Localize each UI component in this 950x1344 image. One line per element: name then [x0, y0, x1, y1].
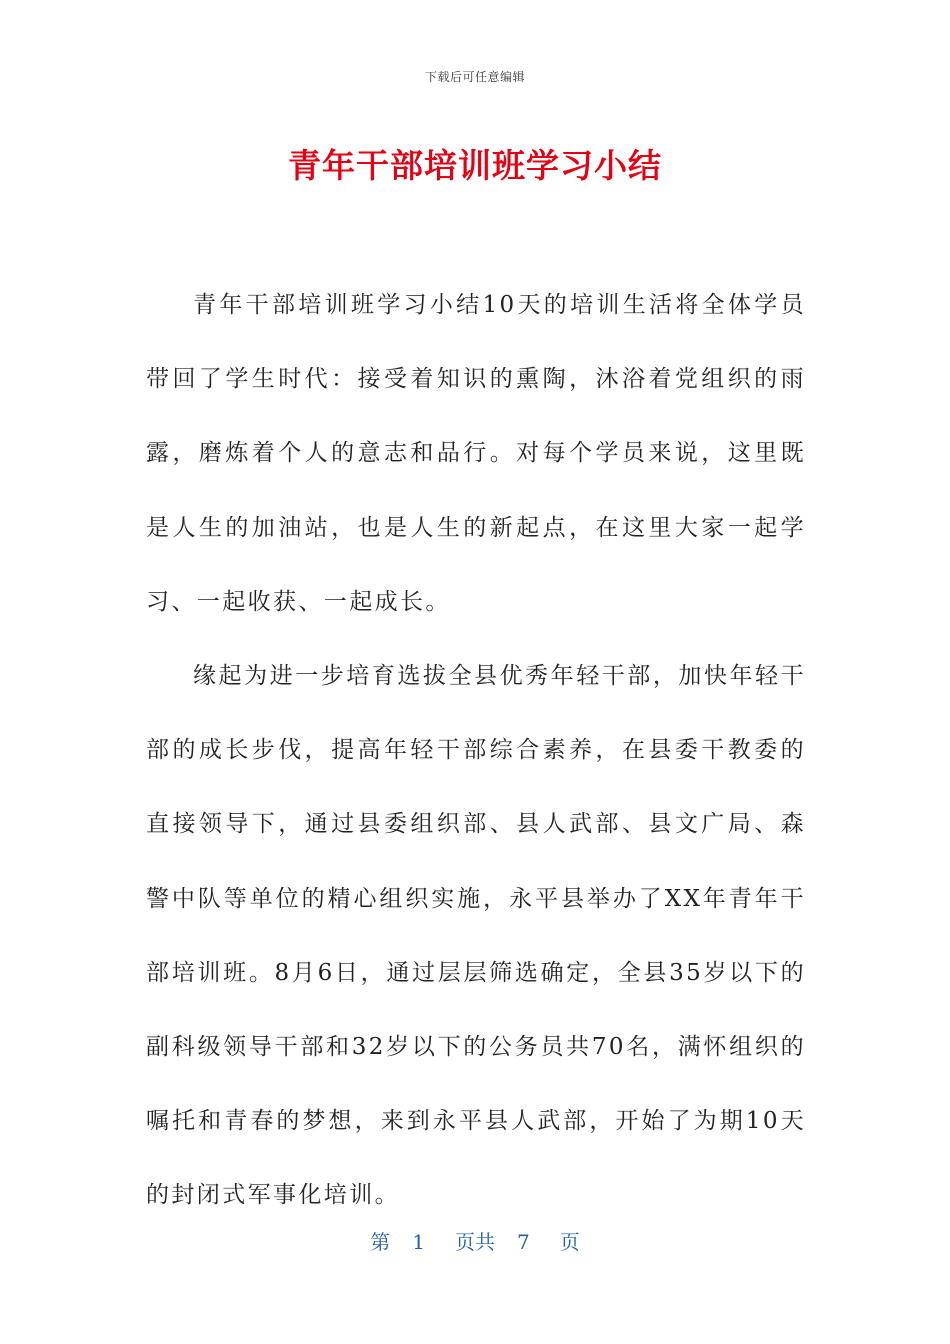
paragraph: 缘起为进一步培育选拔全县优秀年轻干部，加快年轻干部的成长步伐，提高年轻干部综合素养，在县委干教委的直接领导下，通过县委组织部、县人武部、县文广局、森警中队等单位的精心组织实施，永平县举办了XX年青年干部培训班。8月6日，通过层层筛选确定，全县35岁以下的副科级领导干部和32岁以下的公务员共70名，满怀组织的嘱托和青春的梦想，来到永平县人武部，开始了为期10天的封闭式军事化培训。	[146, 663, 806, 1209]
document-body	[146, 268, 806, 1233]
page-footer	[0, 1226, 950, 1255]
footer-suffix: 页	[559, 1230, 580, 1254]
paragraph: 青年干部培训班学习小结10天的培训生活将全体学员带回了学生时代：接受着知识的熏陶，沐浴着党组织的雨露，磨炼着个人的意志和品行。对每个学员来说，这里既是人生的加油站，也是人生的新起点，在这里大家一起学习、一起收获、一起成长。	[146, 292, 806, 615]
footer-total-pages: 7	[517, 1230, 530, 1254]
document-title: 青年干部培训班学习小结	[288, 146, 662, 185]
footer-current-page: 1	[412, 1230, 425, 1254]
footer-prefix: 第	[370, 1230, 391, 1254]
footer-middle: 页共	[455, 1230, 495, 1254]
header-note: 下载后可任意编辑	[424, 70, 525, 84]
